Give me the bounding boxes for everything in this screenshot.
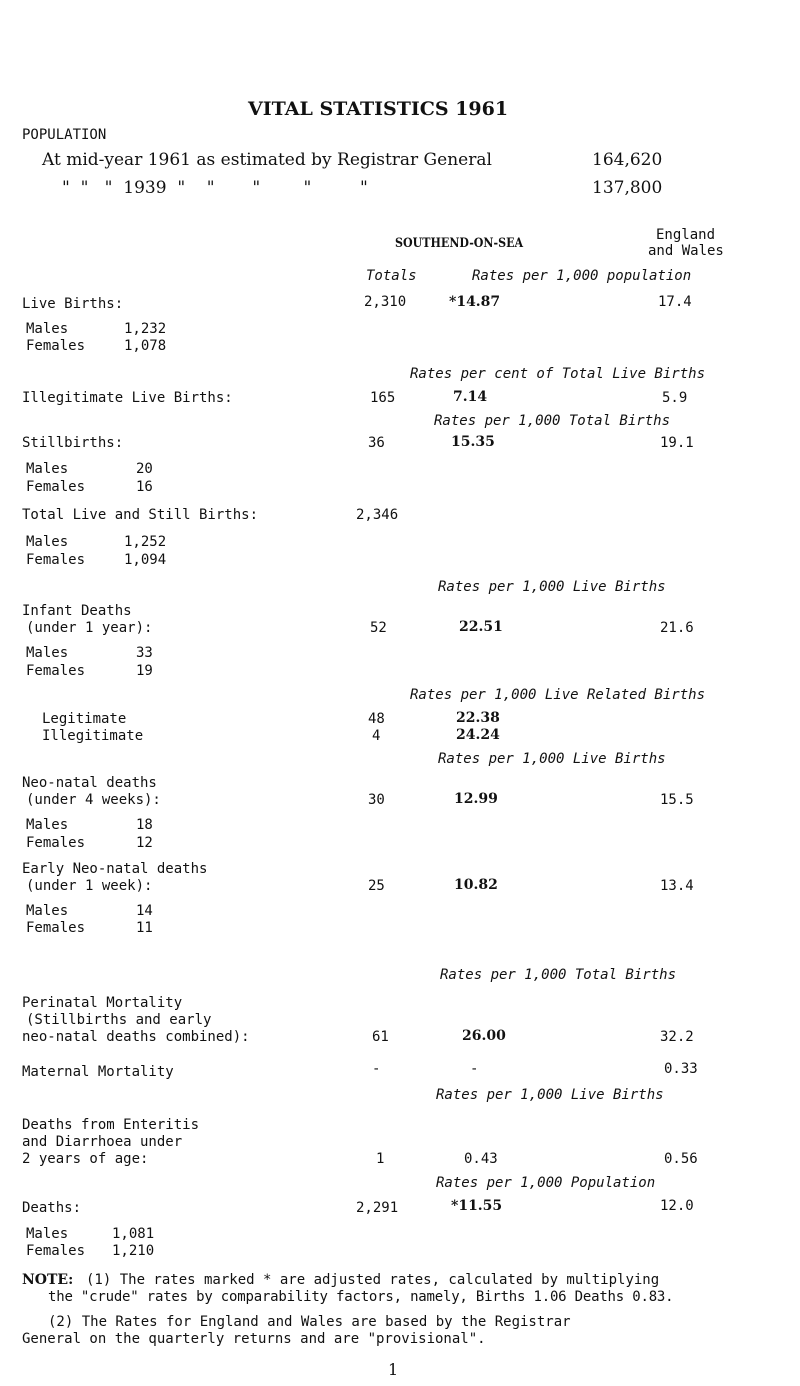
deaths-label: Deaths: [22,1200,82,1216]
stillbirths-females: 16 [136,479,153,495]
early-neonatal-females: 11 [136,920,153,936]
deaths-females-label: Females [26,1243,86,1259]
live-births-total: 2,310 [364,294,407,310]
population-line-1939: " " " 1939 " " " " " [62,178,368,198]
legit-rate-heading: Rates per 1,000 Live Related Births [410,687,706,703]
perinatal-total: 61 [372,1029,389,1045]
infant-deaths-females-label: Females [26,663,86,679]
wales-column-heading: and Wales [648,243,724,259]
stillbirths-ew-rate: 19.1 [660,435,694,451]
note-line-1: (1) The rates marked * are adjusted rates, calculated by multiplying [86,1272,660,1288]
infant-deaths-rate-heading: Rates per 1,000 Live Births [438,579,666,595]
neonatal-ew-rate: 15.5 [660,792,694,808]
infant-deaths-label: Infant Deaths [22,603,132,619]
infant-deaths-sublabel: (under 1 year): [26,620,153,636]
stillbirths-label: Stillbirths: [22,435,124,451]
neonatal-total: 30 [368,792,385,808]
neonatal-males: 18 [136,817,153,833]
neonatal-rate-heading: Rates per 1,000 Live Births [438,751,666,767]
early-neonatal-males: 14 [136,903,153,919]
enteritis-rate: 0.43 [464,1151,498,1167]
page-number: 1 [388,1360,399,1379]
perinatal-ew-rate: 32.2 [660,1029,694,1045]
neonatal-sublabel: (under 4 weeks): [26,792,161,808]
total-births-total: 2,346 [356,507,399,523]
maternal-ew-rate: 0.33 [664,1061,698,1077]
total-births-label: Total Live and Still Births: [22,507,259,523]
early-neonatal-total: 25 [368,878,385,894]
live-births-rate: *14.87 [449,294,501,310]
deaths-ew-rate: 12.0 [660,1198,694,1214]
early-neonatal-ew-rate: 13.4 [660,878,694,894]
note-line-4: General on the quarterly returns and are "provisional". [22,1331,486,1347]
enteritis-total: 1 [376,1151,385,1167]
illegitimate-rate-heading: Rates per cent of Total Live Births [410,366,706,382]
illegitimate-label: Illegitimate Live Births: [22,390,233,406]
stillbirths-rate: 15.35 [451,434,495,450]
perinatal-label: Perinatal Mortality [22,995,183,1011]
maternal-label: Maternal Mortality [22,1064,174,1080]
population-heading: POPULATION [22,127,107,143]
neonatal-males-label: Males [26,817,69,833]
maternal-total: - [372,1061,381,1077]
early-neonatal-males-label: Males [26,903,69,919]
infant-deaths-females: 19 [136,663,153,679]
total-births-females: 1,094 [124,552,167,568]
live-births-ew-rate: 17.4 [658,294,692,310]
deaths-males-label: Males [26,1226,69,1242]
infant-deaths-males: 33 [136,645,153,661]
infant-deaths-rate: 22.51 [459,619,503,635]
early-neonatal-sublabel: (under 1 week): [26,878,153,894]
illegitimate-sub-label: Illegitimate [42,728,144,744]
perinatal-rate: 26.00 [462,1028,506,1044]
rates-per-1000-population-heading: Rates per 1,000 population [472,268,692,284]
total-births-females-label: Females [26,552,86,568]
note-line-3: (2) The Rates for England and Wales are based by the Registrar [48,1314,571,1330]
deaths-females: 1,210 [112,1243,155,1259]
stillbirths-males-label: Males [26,461,69,477]
deaths-rate-heading: Rates per 1,000 Population [436,1175,656,1191]
neonatal-label: Neo-natal deaths [22,775,157,791]
legitimate-label: Legitimate [42,711,127,727]
note-line-2: the "crude" rates by comparability factors, namely, Births 1.06 Deaths 0.83. [48,1289,674,1305]
population-line-1961: At mid-year 1961 as estimated by Registrar General [42,150,492,170]
illegitimate-rate: 7.14 [453,389,488,405]
live-births-females-label: Females [26,338,86,354]
early-neonatal-rate: 10.82 [454,877,498,893]
perinatal-sublabel-2: neo-natal deaths combined): [22,1029,250,1045]
neonatal-rate: 12.99 [454,791,498,807]
deaths-males: 1,081 [112,1226,155,1242]
enteritis-sublabel-2: 2 years of age: [22,1151,149,1167]
england-column-heading: England [656,227,716,243]
stillbirths-total: 36 [368,435,385,451]
live-births-label: Live Births: [22,296,124,312]
illegitimate-total: 165 [370,390,396,406]
population-1961-value: 164,620 [592,150,663,170]
perinatal-rate-heading: Rates per 1,000 Total Births [440,967,677,983]
stillbirths-females-label: Females [26,479,86,495]
deaths-rate: *11.55 [451,1198,503,1214]
enteritis-rate-heading: Rates per 1,000 Live Births [436,1087,664,1103]
infant-deaths-ew-rate: 21.6 [660,620,694,636]
early-neonatal-label: Early Neo-natal deaths [22,861,208,877]
early-neonatal-females-label: Females [26,920,86,936]
southend-column-heading: SOUTHEND-ON-SEA [395,236,524,251]
page-title: VITAL STATISTICS 1961 [248,98,509,120]
total-births-males-label: Males [26,534,69,550]
perinatal-sublabel-1: (Stillbirths and early [26,1012,212,1028]
neonatal-females-label: Females [26,835,86,851]
legitimate-total: 48 [368,711,385,727]
stillbirths-males: 20 [136,461,153,477]
live-births-males: 1,232 [124,321,167,337]
stillbirths-rate-heading: Rates per 1,000 Total Births [434,413,671,429]
illegitimate-ew-rate: 5.9 [662,390,688,406]
note-label: NOTE: [22,1272,74,1288]
enteritis-sublabel-1: and Diarrhoea under [22,1134,183,1150]
population-1939-value: 137,800 [592,178,663,198]
totals-column-heading: Totals [366,268,417,284]
illegitimate-sub-rate: 24.24 [456,727,500,743]
enteritis-ew-rate: 0.56 [664,1151,698,1167]
infant-deaths-total: 52 [370,620,387,636]
total-births-males: 1,252 [124,534,167,550]
infant-deaths-males-label: Males [26,645,69,661]
illegitimate-sub-total: 4 [372,728,381,744]
neonatal-females: 12 [136,835,153,851]
deaths-total: 2,291 [356,1200,399,1216]
legitimate-rate: 22.38 [456,710,500,726]
live-births-females: 1,078 [124,338,167,354]
enteritis-label: Deaths from Enteritis [22,1117,200,1133]
maternal-rate: - [470,1061,479,1077]
live-births-males-label: Males [26,321,69,337]
